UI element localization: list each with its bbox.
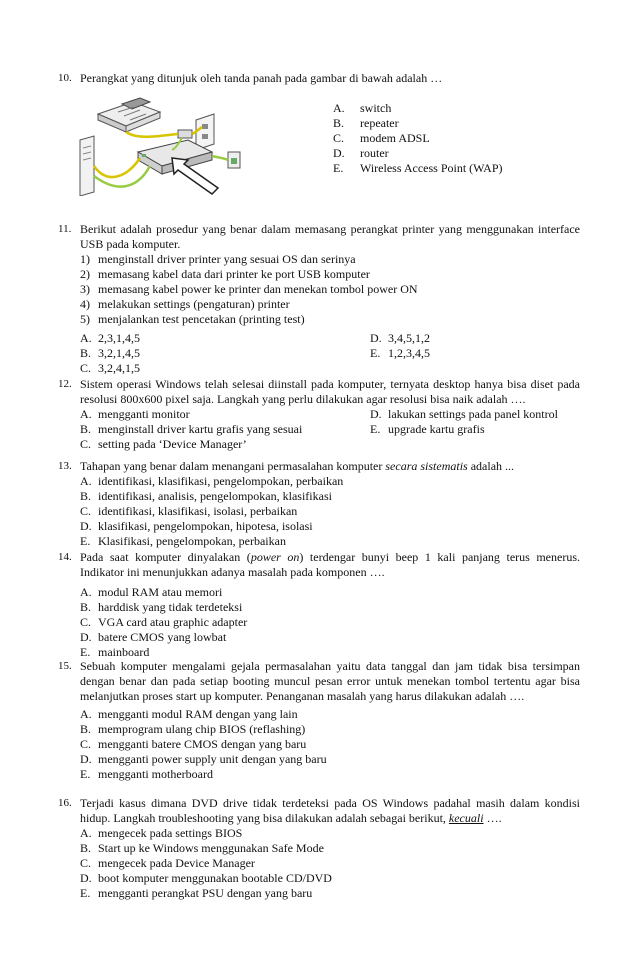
step-item <box>80 282 580 297</box>
option-text: 1,2,3,4,5 <box>388 346 430 360</box>
option-label: C. <box>80 615 92 629</box>
option-a[interactable] <box>80 331 370 346</box>
question-10-options <box>333 101 553 176</box>
option-text: VGA card atau graphic adapter <box>98 615 248 629</box>
option-text: harddisk yang tidak terdeteksi <box>98 600 243 614</box>
telephone-icon <box>98 98 160 132</box>
step-item <box>80 312 580 327</box>
answer-options <box>80 585 580 660</box>
question-text <box>80 796 580 826</box>
option-c[interactable] <box>80 437 370 452</box>
option-e[interactable] <box>333 161 553 176</box>
option-label: A. <box>80 331 92 345</box>
option-label: E. <box>370 346 381 360</box>
option-label: C. <box>80 737 92 751</box>
option-label: B. <box>80 346 92 360</box>
option-text: boot komputer menggunakan bootable CD/DVD <box>98 871 332 885</box>
option-text: repeater <box>360 116 399 130</box>
option-label: E. <box>333 161 344 175</box>
option-text: router <box>360 146 389 160</box>
option-c[interactable] <box>333 131 553 146</box>
option-label: C. <box>80 361 92 375</box>
option-b[interactable] <box>333 116 553 131</box>
option-text: Start up ke Windows menggunakan Safe Mode <box>98 841 324 855</box>
question-number: 13. <box>58 460 72 472</box>
option-e[interactable] <box>80 886 580 901</box>
option-label: B. <box>333 116 345 130</box>
option-label: C. <box>333 131 345 145</box>
option-label: E. <box>80 886 91 900</box>
option-text: 2,3,1,4,5 <box>98 331 140 345</box>
option-label: D. <box>80 630 92 644</box>
option-text: mengecek pada Device Manager <box>98 856 255 870</box>
option-a[interactable] <box>80 826 580 841</box>
option-text: mainboard <box>98 645 150 659</box>
option-text: mengganti modul RAM dengan yang lain <box>98 707 298 721</box>
step-label: 1) <box>80 252 90 266</box>
option-text: 3,2,1,4,5 <box>98 346 140 360</box>
question-10 <box>58 71 580 86</box>
option-label: C. <box>80 856 92 870</box>
option-a[interactable] <box>333 101 553 116</box>
option-label: D. <box>80 871 92 885</box>
adsl-setup-illustration <box>78 96 246 196</box>
question-13 <box>58 459 580 549</box>
splitter-icon <box>178 130 192 138</box>
option-text: 3,2,4,1,5 <box>98 361 140 375</box>
option-d[interactable] <box>80 630 580 645</box>
text-part: Pada saat komputer dinyalakan ( <box>80 550 251 564</box>
step-label: 2) <box>80 267 90 281</box>
step-text: menginstall driver printer yang sesuai OS dan serinya <box>98 252 356 266</box>
option-b[interactable] <box>80 722 580 737</box>
question-text: Sebuah komputer mengalami gejala permasalahan yaitu data tanggal dan jam tidak bisa tersimpan dengan benar dan pada setiap booting muncul pesan error untuk menekan tombol tertentu agar bisa melanjutkan proses start up komputer. Penanganan masalah yang harus dilakukan adalah …. <box>80 659 580 703</box>
option-text: Wireless Access Point (WAP) <box>360 161 503 175</box>
option-e[interactable] <box>370 346 600 361</box>
option-text: modem ADSL <box>360 131 430 145</box>
step-label: 3) <box>80 282 90 296</box>
option-text: mengganti power supply unit dengan yang baru <box>98 752 327 766</box>
text-part: ) terdengar bunyi beep 1 kali panjang terus menerus. Indikator ini menunjukkan adanya masalah pada komponen …. <box>80 550 581 579</box>
option-text: mengganti batere CMOS dengan yang baru <box>98 737 307 751</box>
answer-options <box>80 331 580 376</box>
option-text: memprogram ulang chip BIOS (reflashing) <box>98 722 306 736</box>
option-e[interactable] <box>370 422 600 437</box>
option-text: identifikasi, klasifikasi, pengelompokan, perbaikan <box>98 474 344 488</box>
option-label: E. <box>80 534 91 548</box>
option-label: B. <box>80 722 92 736</box>
option-text: upgrade kartu grafis <box>388 422 485 436</box>
step-item <box>80 297 580 312</box>
question-number: 10. <box>58 72 72 84</box>
power-cable <box>212 156 228 160</box>
question-number: 12. <box>58 378 72 390</box>
question-number: 15. <box>58 660 72 672</box>
question-11 <box>58 222 580 376</box>
answer-options <box>80 826 580 901</box>
network-cable <box>94 166 150 187</box>
option-label: D. <box>370 407 382 421</box>
option-text: switch <box>360 101 392 115</box>
option-label: B. <box>80 600 92 614</box>
option-label: E. <box>80 645 91 659</box>
wall-socket-icon <box>196 114 214 150</box>
question-text <box>80 550 580 580</box>
option-label: E. <box>370 422 381 436</box>
option-label: A. <box>80 474 92 488</box>
option-d[interactable] <box>80 871 580 886</box>
option-text: menginstall driver kartu grafis yang sesuai <box>98 422 303 436</box>
option-label: B. <box>80 841 92 855</box>
option-a[interactable] <box>80 474 580 489</box>
option-text: mengganti monitor <box>98 407 190 421</box>
emphasis-text: kecuali <box>448 811 484 825</box>
option-label: B. <box>80 489 92 503</box>
option-label: C. <box>80 437 92 451</box>
question-text <box>80 459 580 474</box>
option-label: A. <box>80 826 92 840</box>
option-label: E. <box>80 767 91 781</box>
option-text: setting pada ‘Device Manager’ <box>98 437 247 451</box>
question-16 <box>58 796 580 901</box>
answer-options <box>80 474 580 549</box>
option-text: klasifikasi, pengelompokan, hipotesa, isolasi <box>98 519 313 533</box>
option-d[interactable] <box>370 331 600 346</box>
question-15 <box>58 659 580 782</box>
option-a[interactable] <box>80 585 580 600</box>
option-text: mengecek pada settings BIOS <box>98 826 243 840</box>
phone-cable <box>126 132 178 137</box>
option-c[interactable] <box>80 361 370 376</box>
option-label: D. <box>80 519 92 533</box>
option-b[interactable] <box>80 422 370 437</box>
question-14 <box>58 550 580 660</box>
option-a[interactable] <box>80 407 370 422</box>
option-c[interactable] <box>80 856 580 871</box>
step-label: 4) <box>80 297 90 311</box>
option-c[interactable] <box>80 737 580 752</box>
option-label: B. <box>80 422 92 436</box>
option-label: D. <box>80 752 92 766</box>
step-text: memasang kabel power ke printer dan menekan tombol power ON <box>98 282 418 296</box>
option-label: A. <box>333 101 345 115</box>
option-a[interactable] <box>80 707 580 722</box>
step-item <box>80 267 580 282</box>
question-text: Sistem operasi Windows telah selesai diinstall pada komputer, ternyata desktop hanya bisa diset pada resolusi 800x600 pixel saja. Langkah yang perlu dilakukan agar resolusi bisa naik adalah …. <box>80 377 580 406</box>
option-label: A. <box>80 407 92 421</box>
computer-tower-icon <box>80 136 94 196</box>
option-e[interactable] <box>80 767 580 782</box>
option-text: 3,4,5,1,2 <box>388 331 430 345</box>
step-list <box>80 252 580 327</box>
option-b[interactable] <box>80 600 580 615</box>
step-text: menjalankan test pencetakan (printing test) <box>98 312 305 326</box>
question-number: 14. <box>58 551 72 563</box>
option-label: D. <box>333 146 345 160</box>
step-text: melakukan settings (pengaturan) printer <box>98 297 290 311</box>
answer-options <box>80 707 580 782</box>
power-adapter-icon <box>228 152 240 168</box>
question-number: 11. <box>58 223 72 235</box>
text-part: Tahapan yang benar dalam menangani permasalahan komputer <box>80 459 386 473</box>
option-text: identifikasi, klasifikasi, isolasi, perbaikan <box>98 504 298 518</box>
answer-options <box>80 407 580 452</box>
step-item <box>80 252 580 267</box>
option-label: A. <box>80 585 92 599</box>
step-label: 5) <box>80 312 90 326</box>
option-text: identifikasi, analisis, pengelompokan, klasifikasi <box>98 489 332 503</box>
option-label: A. <box>80 707 92 721</box>
step-text: memasang kabel data dari printer ke port USB komputer <box>98 267 370 281</box>
option-b[interactable] <box>80 841 580 856</box>
option-d[interactable] <box>333 146 553 161</box>
option-d[interactable] <box>80 752 580 767</box>
usb-cable <box>94 158 140 177</box>
question-number: 16. <box>58 797 72 809</box>
question-text: Perangkat yang ditunjuk oleh tanda panah pada gambar di bawah adalah … <box>80 71 443 85</box>
option-b[interactable] <box>80 489 580 504</box>
option-text: lakukan settings pada panel kontrol <box>388 407 558 421</box>
option-c[interactable] <box>80 504 580 519</box>
text-part: Terjadi kasus dimana DVD drive tidak terdeteksi pada OS Windows padahal masih dalam kondisi hidup. Langkah troubleshooting yang bisa dilakukan adalah sebagai berikut, <box>80 796 580 825</box>
option-d[interactable] <box>80 519 580 534</box>
text-part: …. <box>483 811 502 825</box>
option-c[interactable] <box>80 615 580 630</box>
network-device-figure <box>78 96 246 196</box>
text-part: adalah ... <box>467 459 515 473</box>
option-text: Klasifikasi, pengelompokan, perbaikan <box>98 534 286 548</box>
option-text: batere CMOS yang lowbat <box>98 630 227 644</box>
option-text: modul RAM atau memori <box>98 585 223 599</box>
question-text: Berikut adalah prosedur yang benar dalam memasang perangkat printer yang menggunakan interface USB pada komputer. <box>80 222 580 251</box>
option-b[interactable] <box>80 346 370 361</box>
option-e[interactable] <box>80 534 580 549</box>
option-label: D. <box>370 331 382 345</box>
emphasis-text: power on <box>250 550 300 564</box>
option-text: mengganti perangkat PSU dengan yang baru <box>98 886 313 900</box>
emphasis-text: secara sistematis <box>385 459 468 473</box>
option-text: mengganti motherboard <box>98 767 213 781</box>
option-d[interactable] <box>370 407 600 422</box>
option-label: C. <box>80 504 92 518</box>
option-e[interactable] <box>80 645 580 660</box>
question-12 <box>58 377 580 452</box>
